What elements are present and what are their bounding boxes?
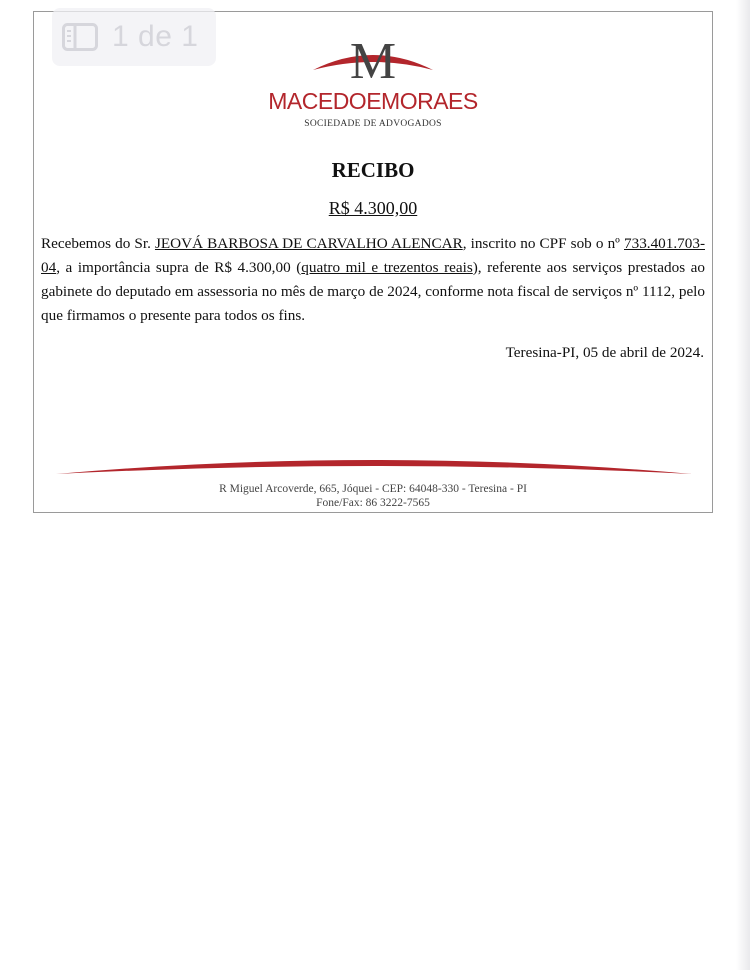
- monogram-letter: M: [349, 33, 397, 86]
- receipt-amount: R$ 4.300,00: [328, 198, 418, 218]
- book-icon: [62, 23, 98, 51]
- place-date: Teresina-PI, 05 de abril de 2024.: [505, 344, 704, 361]
- brand-tagline: SOCIEDADE DE ADVOGADOS: [304, 119, 442, 129]
- viewer-edge-shadow: [736, 0, 750, 970]
- monogram-logo-icon: [303, 30, 443, 86]
- footer-address: [34, 482, 712, 510]
- payer-name: JEOVÁ BARBOSA DE CARVALHO ALENCAR: [154, 235, 463, 252]
- brand-name: MACEDOEMORAES: [268, 88, 478, 114]
- phone-line: Fone/Fax: 86 3222-7565: [316, 497, 430, 509]
- body-text-part: , a importância supra de R$ 4.300,00 (: [56, 259, 302, 276]
- page-indicator[interactable]: [52, 8, 216, 66]
- body-text-part: , inscrito no CPF sob o nº: [462, 235, 624, 252]
- receipt-document: [33, 11, 713, 513]
- body-text-part: ), referente aos serviços prestados ao gabinete do deputado em assessoria no mês de março de 2024, conforme nota fiscal de serviços nº 1112, pelo que firmamos o presente para todos os fins.: [41, 259, 706, 324]
- body-text-part: Recebemos do Sr.: [41, 235, 155, 252]
- page-counter: 1 de 1: [112, 20, 199, 53]
- amount-in-words: quatro mil e trezentos reais: [301, 259, 473, 276]
- address-line: R Miguel Arcoverde, 665, Jóquei - CEP: 64048-330 - Teresina - PI: [219, 483, 527, 495]
- receipt-title: RECIBO: [331, 158, 415, 182]
- footer-divider-curve: [54, 452, 694, 476]
- payer-cpf: 733.401.703-04: [41, 235, 705, 276]
- receipt-body: [41, 232, 705, 328]
